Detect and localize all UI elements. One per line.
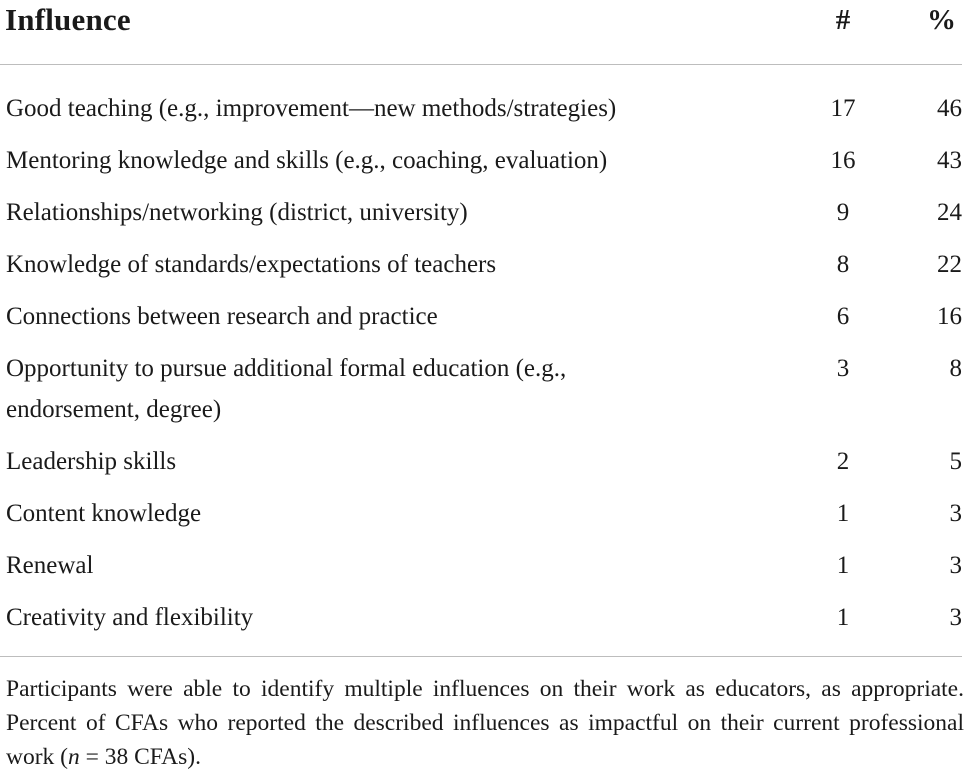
row-influence-label: Opportunity to pursue additional formal education (e.g., endorsement, degree) — [6, 355, 567, 423]
row-percent: 24 — [937, 199, 962, 226]
table-body — [0, 88, 962, 649]
row-count: 9 — [836, 199, 850, 226]
table-footnote — [6, 672, 964, 774]
row-influence-label: Creativity and flexibility — [6, 604, 254, 631]
header-influence: Influence — [5, 2, 131, 37]
row-count: 2 — [836, 448, 850, 475]
footnote-text-after: = 38 CFAs). — [79, 744, 201, 770]
row-count: 6 — [836, 303, 850, 330]
row-influence-label: Connections between research and practice — [6, 303, 438, 330]
row-influence-label: Renewal — [6, 552, 94, 579]
row-influence-label: Relationships/networking (district, university) — [6, 199, 468, 226]
row-percent: 8 — [949, 355, 962, 382]
header-count: # — [835, 4, 851, 36]
row-percent: 46 — [937, 95, 962, 122]
row-percent: 3 — [949, 604, 962, 631]
table-header — [0, 0, 962, 65]
table-row — [0, 545, 962, 597]
row-influence-label: Leadership skills — [6, 448, 177, 475]
row-count: 8 — [836, 251, 850, 278]
table-bottom-rule — [0, 656, 962, 657]
table-row — [0, 441, 962, 493]
header-percent: % — [927, 4, 956, 36]
row-percent: 43 — [937, 147, 962, 174]
footnote-text-before: Participants were able to identify multiple influences on their work as educators, as appropriate. Percent of CFAs who reported the described influences as impactful on their current professional work ( — [6, 676, 964, 770]
table-row — [0, 597, 962, 649]
row-percent: 3 — [949, 500, 962, 527]
row-influence-label: Content knowledge — [6, 500, 202, 527]
row-influence-label: Mentoring knowledge and skills (e.g., coaching, evaluation) — [6, 147, 608, 174]
table-row — [0, 140, 962, 192]
row-percent: 5 — [949, 448, 962, 475]
row-count: 16 — [830, 147, 856, 174]
row-count: 1 — [836, 500, 850, 527]
row-count: 17 — [830, 95, 856, 122]
row-count: 1 — [836, 604, 850, 631]
table-row — [0, 348, 962, 441]
row-count: 1 — [836, 552, 850, 579]
row-percent: 3 — [949, 552, 962, 579]
row-percent: 16 — [937, 303, 962, 330]
row-count: 3 — [836, 355, 850, 382]
row-influence-label: Good teaching (e.g., improvement—new methods/strategies) — [6, 95, 617, 122]
footnote-n-symbol: n — [68, 744, 80, 770]
row-influence-label: Knowledge of standards/expectations of teachers — [6, 251, 497, 278]
table-row — [0, 296, 962, 348]
table-row — [0, 244, 962, 296]
table-row — [0, 192, 962, 244]
table-row — [0, 88, 962, 140]
table-row — [0, 493, 962, 545]
row-percent: 22 — [937, 251, 962, 278]
